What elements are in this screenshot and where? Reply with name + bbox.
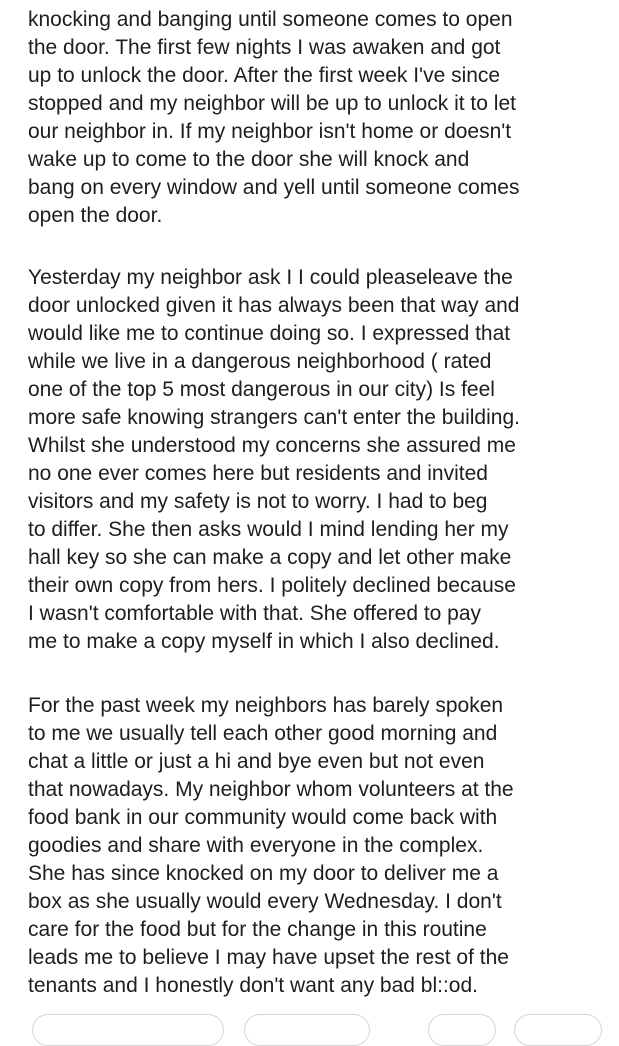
text-line: care for the food but for the change in this routine xyxy=(28,918,487,941)
text-line: would like me to continue doing so. I expressed that xyxy=(28,322,511,345)
text-line: For the past week my neighbors has barely spoken xyxy=(28,694,504,717)
text-line: tenants and I honestly don't want any bad bl::od. xyxy=(28,974,478,997)
text-line: one of the top 5 most dangerous in our city) Is feel xyxy=(28,378,495,401)
text-line: that nowadays. My neighbor whom volunteers at the xyxy=(28,778,514,801)
text-line: wake up to come to the door she will knock and xyxy=(28,148,470,171)
text-line: no one ever comes here but residents and invited xyxy=(28,462,488,485)
action-pill[interactable] xyxy=(244,1014,370,1046)
text-line: while we live in a dangerous neighborhood ( rated xyxy=(28,350,492,373)
text-line: to differ. She then asks would I mind lending her my xyxy=(28,518,509,541)
text-line: stopped and my neighbor will be up to unlock it to let xyxy=(28,92,516,115)
text-line: leads me to believe I may have upset the rest of the xyxy=(28,946,509,969)
text-line: bang on every window and yell until someone comes xyxy=(28,176,520,199)
text-line: door unlocked given it has always been that way and xyxy=(28,294,520,317)
text-line: up to unlock the door. After the first week I've since xyxy=(28,64,501,87)
text-line: goodies and share with everyone in the complex. xyxy=(28,834,484,857)
text-line: our neighbor in. If my neighbor isn't home or doesn't xyxy=(28,120,512,143)
text-line: food bank in our community would come back with xyxy=(28,806,498,829)
text-line: more safe knowing strangers can't enter the building. xyxy=(28,406,520,429)
action-pill[interactable] xyxy=(514,1014,602,1046)
text-line: the door. The first few nights I was awaken and got xyxy=(28,36,501,59)
text-line: their own copy from hers. I politely declined because xyxy=(28,574,516,597)
text-line: She has since knocked on my door to deliver me a xyxy=(28,862,499,885)
action-pill[interactable] xyxy=(428,1014,496,1046)
post-actions-bar xyxy=(0,1014,619,1024)
text-line: Yesterday my neighbor ask I I could pleaseleave the xyxy=(28,266,513,289)
text-line: I wasn't comfortable with that. She offered to pay xyxy=(28,602,482,625)
text-line: hall key so she can make a copy and let other make xyxy=(28,546,512,569)
text-line: open the door. xyxy=(28,204,163,227)
text-line: chat a little or just a hi and bye even but not even xyxy=(28,750,485,773)
text-line: to me we usually tell each other good morning and xyxy=(28,722,498,745)
text-line: box as she usually would every Wednesday. I don't xyxy=(28,890,502,913)
action-pill[interactable] xyxy=(32,1014,224,1046)
text-line: knocking and banging until someone comes to open xyxy=(28,8,513,31)
text-line: Whilst she understood my concerns she assured me xyxy=(28,434,516,457)
text-line: me to make a copy myself in which I also declined. xyxy=(28,630,500,653)
text-line: visitors and my safety is not to worry. I had to beg xyxy=(28,490,488,513)
